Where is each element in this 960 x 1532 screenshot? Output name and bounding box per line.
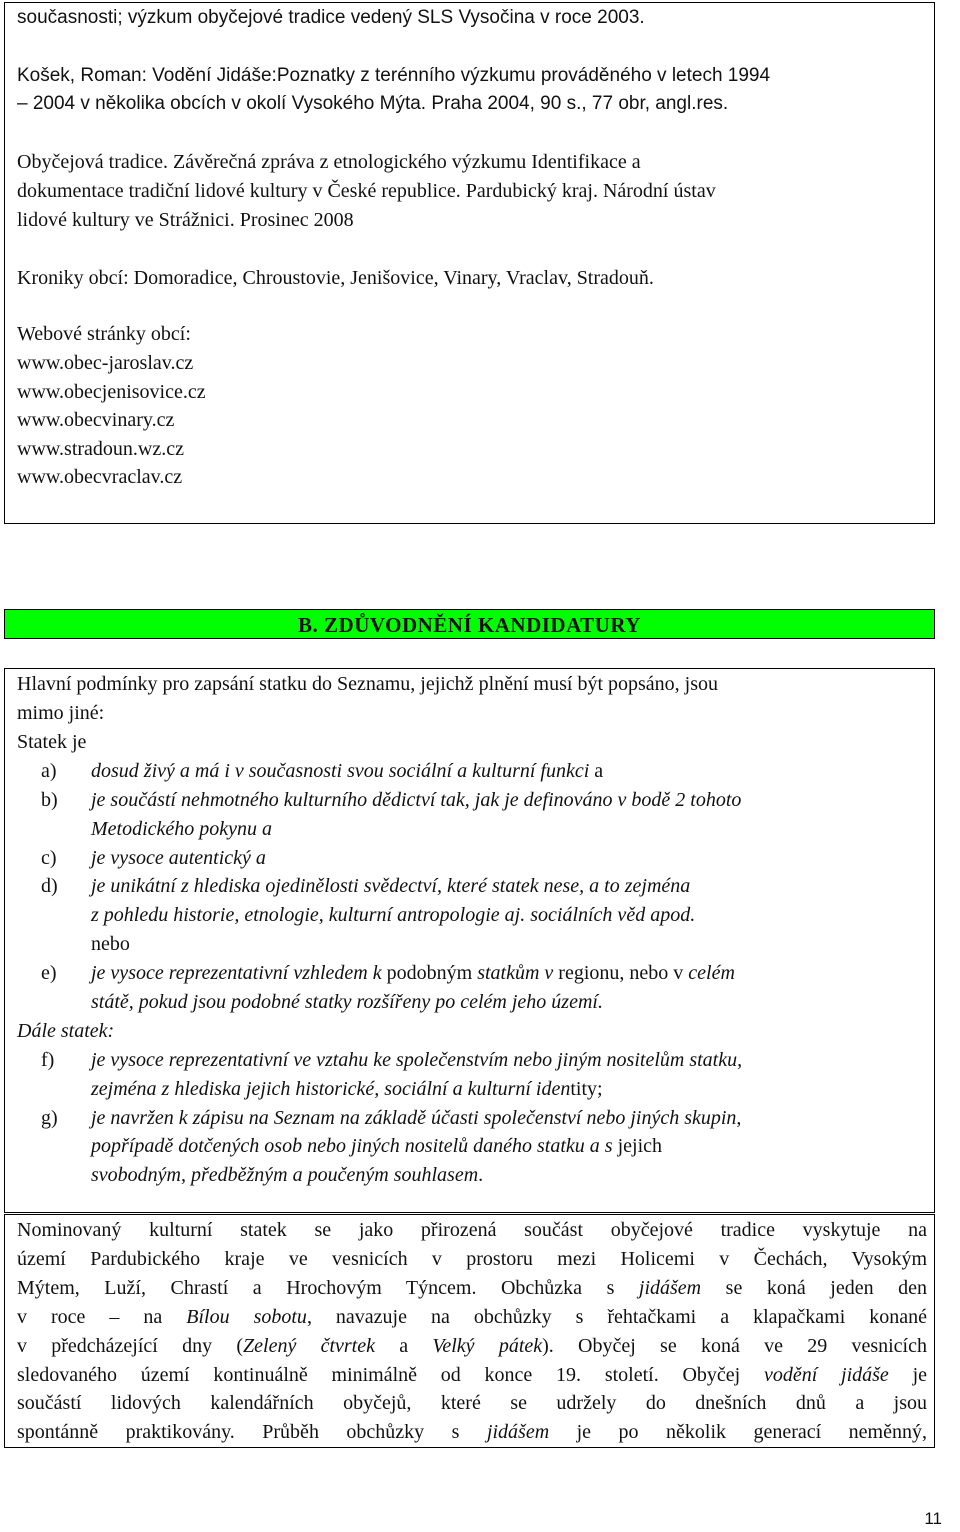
list-item: je vysoce reprezentativní ve vztahu ke společenstvím nebo jiným nositelům statku,	[91, 1049, 743, 1071]
web-link[interactable]: www.obecjenisovice.cz	[17, 381, 206, 403]
item-label: a)	[41, 760, 57, 782]
list-item: je vysoce autentický a	[91, 847, 266, 869]
reference-line: současnosti; výzkum obyčejové tradice vedený SLS Vysočina v roce 2003.	[17, 7, 645, 28]
reference-line: Košek, Roman: Vodění Jidáše:Poznatky z terénního výzkumu prováděného v letech 1994	[17, 65, 771, 86]
conditions-box	[4, 668, 935, 1213]
web-link[interactable]: www.obecvraclav.cz	[17, 466, 183, 488]
list-item: je navržen k zápisu na Seznam na základě účasti společenství nebo jiných skupin,	[91, 1107, 742, 1129]
list-item: je součástí nehmotného kulturního dědictví tak, jak je definováno v bodě 2 tohoto	[91, 789, 742, 811]
list-item: z pohledu historie, etnologie, kulturní antropologie aj. sociálních věd apod.	[91, 904, 696, 926]
description-box	[4, 1214, 935, 1448]
item-label: e)	[41, 962, 57, 984]
item-label: f)	[41, 1049, 55, 1071]
item-label: b)	[41, 789, 58, 811]
references-box	[4, 2, 935, 524]
web-title: Webové stránky obcí:	[17, 323, 191, 345]
paragraph-line: spontánně praktikovány. Průběh obchůzky s jidášem je po několik generací neměnný,	[17, 1421, 927, 1443]
paragraph-line: území Pardubického kraje ve vesnicích v prostoru mezi Holicemi v Čechách, Vysokým	[17, 1248, 927, 1270]
nebo-label: nebo	[91, 933, 130, 955]
web-link[interactable]: www.stradoun.wz.cz	[17, 438, 184, 460]
item-label: c)	[41, 847, 57, 869]
list-item: dosud živý a má i v současnosti svou sociální a kulturní funkci a	[91, 760, 604, 782]
reference-line: Obyčejová tradice. Závěrečná zpráva z etnologického výzkumu Identifikace a	[17, 151, 641, 173]
dale-label: Dále statek:	[17, 1020, 115, 1042]
web-link[interactable]: www.obecvinary.cz	[17, 409, 175, 431]
paragraph-line: součástí lidových kalendářních obyčejů, které se udržely do dnešních dnů a jsou	[17, 1392, 927, 1414]
paragraph-line: v předcházející dny (Zelený čtvrtek a Velký pátek). Obyčej se koná ve 29 vesnicích	[17, 1335, 927, 1357]
list-item: státě, pokud jsou podobné statky rozšířeny po celém jeho území.	[91, 991, 603, 1013]
reference-line: lidové kultury ve Strážnici. Prosinec 2008	[17, 209, 354, 231]
list-item: Metodického pokynu a	[91, 818, 273, 840]
section-heading: B. ZDŮVODNĚNÍ KANDIDATURY	[4, 609, 935, 639]
paragraph-line: Nominovaný kulturní statek se jako přirozená součást obyčejové tradice vyskytuje na	[17, 1219, 927, 1241]
item-label: d)	[41, 875, 58, 897]
intro-line: Hlavní podmínky pro zapsání statku do Seznamu, jejichž plnění musí být popsáno, jsou	[17, 673, 719, 695]
list-item: je unikátní z hlediska ojedinělosti svědectví, které statek nese, a to zejména	[91, 875, 691, 897]
paragraph-line: Mýtem, Luží, Chrastí a Hrochovým Týncem. Obchůzka s jidášem se koná jeden den	[17, 1277, 927, 1299]
page-number: 11	[924, 1509, 942, 1528]
list-item: svobodným, předběžným a poučeným souhlasem.	[91, 1164, 484, 1186]
reference-line: dokumentace tradiční lidové kultury v České republice. Pardubický kraj. Národní ústav	[17, 180, 716, 202]
statek-label: Statek je	[17, 731, 87, 753]
paragraph-line: v roce – na Bílou sobotu, navazuje na obchůzky s řehtačkami a klapačkami konané	[17, 1306, 928, 1328]
web-link[interactable]: www.obec-jaroslav.cz	[17, 352, 194, 374]
reference-line: – 2004 v několika obcích v okolí Vysokého Mýta. Praha 2004, 90 s., 77 obr, angl.res.	[17, 93, 729, 114]
intro-line: mimo jiné:	[17, 702, 105, 724]
item-label: g)	[41, 1107, 58, 1129]
list-item: popřípadě dotčených osob nebo jiných nositelů daného statku a s jejich	[91, 1135, 663, 1157]
chronicles-line: Kroniky obcí: Domoradice, Chroustovie, Jenišovice, Vinary, Vraclav, Stradouň.	[17, 267, 654, 289]
list-item: je vysoce reprezentativní vzhledem k podobným statkům v regionu, nebo v celém	[91, 962, 735, 984]
paragraph-line: sledovaného území kontinuálně minimálně od konce 19. století. Obyčej vodění jidáše je	[17, 1364, 927, 1386]
list-item: zejména z hlediska jejich historické, sociální a kulturní identity;	[91, 1078, 603, 1100]
